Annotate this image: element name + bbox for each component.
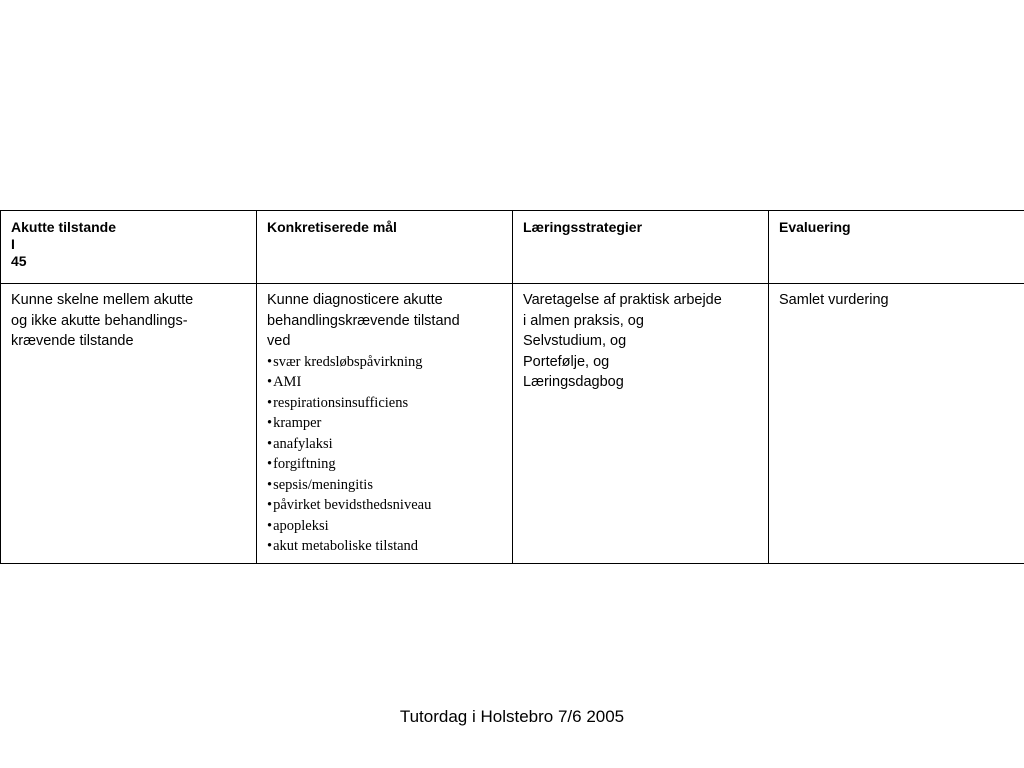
list-item: • sepsis/meningitis	[267, 475, 502, 496]
cell-line: Varetagelse af praktisk arbejde	[523, 292, 722, 308]
cell-line: ved	[267, 333, 291, 349]
header-label: Læringsstrategier	[523, 219, 643, 235]
list-item: • forgiftning	[267, 454, 502, 475]
table-header-row	[1, 211, 1024, 284]
header-laeringsstrategier	[513, 211, 769, 284]
header-line: 45	[11, 253, 27, 269]
list-item: • anafylaksi	[267, 434, 502, 455]
list-item: • akut metaboliske tilstand	[267, 536, 502, 557]
list-item: • apopleksi	[267, 516, 502, 537]
cell-line: Portefølje, og	[523, 353, 610, 370]
cell-line: Læringsdagbog	[523, 374, 624, 390]
cell-line: i almen praksis, og	[523, 312, 644, 329]
header-akutte-tilstande	[1, 211, 257, 284]
cell-objective	[1, 284, 257, 564]
cell-concrete-goals	[257, 284, 513, 564]
list-item: • respirationsinsufficiens	[267, 393, 502, 414]
cell-line: krævende tilstande	[11, 333, 134, 349]
cell-line: Kunne diagnosticere akutte	[267, 292, 443, 308]
header-line: Akutte tilstande	[11, 219, 117, 235]
cell-evaluation	[769, 284, 1024, 564]
list-item: • påvirket bevidsthedsniveau	[267, 495, 502, 516]
cell-learning-strategies	[513, 284, 769, 564]
header-label: Konkretiserede mål	[267, 219, 397, 235]
header-label: Evaluering	[779, 219, 851, 235]
condition-bullet-list	[267, 352, 502, 557]
list-item: • AMI	[267, 372, 502, 393]
cell-line: behandlingskrævende tilstand	[267, 312, 460, 329]
slide-footer: Tutordag i Holstebro 7/6 2005	[399, 707, 625, 726]
list-item: • kramper	[267, 413, 502, 434]
table-row	[1, 284, 1024, 564]
cell-line: Samlet vurdering	[779, 292, 889, 308]
header-line: I	[11, 236, 15, 252]
list-item: • svær kredsløbspåvirkning	[267, 352, 502, 373]
cell-line: og ikke akutte behandlings-	[11, 312, 188, 329]
cell-line: Kunne skelne mellem akutte	[11, 292, 194, 308]
learning-objectives-table	[0, 210, 1024, 564]
cell-line: Selvstudium, og	[523, 333, 627, 349]
header-evaluering	[769, 211, 1024, 284]
header-konkretiserede-maal	[257, 211, 513, 284]
